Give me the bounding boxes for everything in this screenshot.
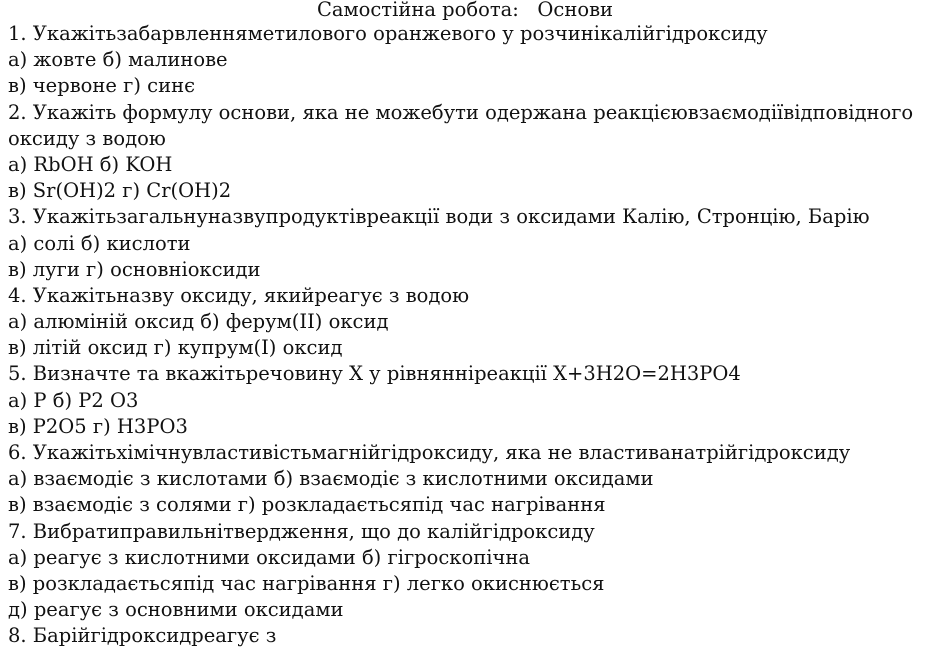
question-1-text: 1. Укажітьзабарвленняметилового оранжевого у розчинікалійгідроксиду	[8, 22, 768, 45]
question-2-text-continued: оксиду з водою	[8, 126, 166, 150]
question-7-option-e: д) реагує з основними оксидами	[8, 598, 344, 622]
question-1-options-c-d: в) червоне г) синє	[8, 74, 196, 98]
document-title: Самостійна робота: Основи	[316, 0, 614, 21]
question-6-options-c-d: в) взаємодіє з солями г) розкладаєтьсяпід час нагрівання	[8, 493, 606, 517]
question-8-text: 8. Барійгідроксидреагує з	[8, 624, 277, 648]
question-5-text: 5. Визначте та вкажітьречовину X у рівнянніреакції X+3H2O=2H3PO4	[8, 362, 741, 386]
question-7-options-a-b: а) реагує з кислотними оксидами б) гігроскопічна	[8, 545, 530, 569]
question-2-options-a-b: а) RbOH б) KOH	[8, 152, 173, 176]
question-4-options-c-d: в) літій оксид г) купрум(I) оксид	[8, 336, 343, 360]
question-4-text: 4. Укажітьназву оксиду, якийреагує з водою	[8, 283, 470, 307]
question-7-options-c-d: в) розкладаєтьсяпід час нагрівання г) легко окиснюється	[8, 571, 605, 595]
question-2-options-c-d: в) Sr(OH)2 г) Cr(OH)2	[8, 179, 232, 203]
question-6-text: 6. Укажітьхімічнувластивістьмагнійгідроксиду, яка не властиванатрійгідроксиду	[8, 441, 851, 464]
question-3-text: 3. Укажітьзагальнуназвупродуктівреакції води з оксидами Калію, Стронцію, Барію	[8, 205, 870, 229]
text-body	[8, 21, 933, 650]
question-6-options-a-b: а) взаємодіє з кислотами б) взаємодіє з кислотними оксидами	[8, 467, 654, 491]
question-2-text: 2. Укажіть формулу основи, яка не можебути одержана реакцієювзаємодіївідповідного	[8, 100, 914, 124]
question-1-options-a-b: а) жовте б) малинове	[8, 48, 228, 72]
question-5-options-c-d: в) P2O5 г) H3PO3	[8, 414, 188, 438]
question-3-options-c-d: в) луги г) основніоксиди	[8, 257, 261, 281]
question-3-options-a-b: а) солі б) кислоти	[8, 231, 191, 255]
question-5-options-a-b: а) P б) P2 O3	[8, 388, 139, 412]
question-7-text: 7. Вибратиправильнітвердження, що до калійгідроксиду	[8, 519, 595, 543]
question-4-options-a-b: а) алюміній оксид б) ферум(II) оксид	[8, 310, 389, 334]
